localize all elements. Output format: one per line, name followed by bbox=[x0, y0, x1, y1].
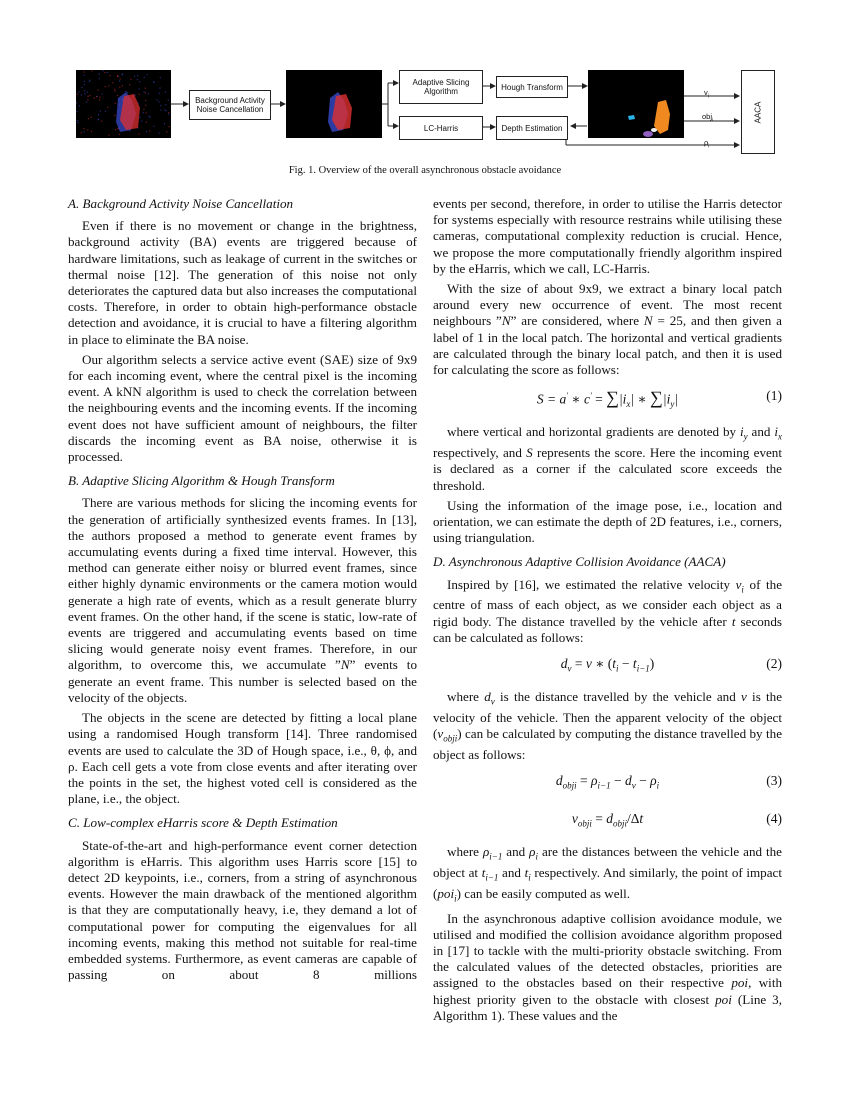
noise-event-dot bbox=[119, 134, 120, 135]
noise-event-dot bbox=[130, 79, 131, 80]
noise-event-dot bbox=[168, 99, 169, 100]
noise-event-dot bbox=[165, 110, 166, 111]
noise-event-dot bbox=[77, 94, 78, 95]
depth-estimation-block: Depth Estimation bbox=[496, 116, 568, 140]
noise-event-dot bbox=[137, 75, 138, 76]
noise-event-dot bbox=[164, 123, 165, 124]
noise-event-dot bbox=[156, 99, 157, 100]
section-d-heading: D. Asynchronous Adaptive Collision Avoidance (AACA) bbox=[433, 554, 726, 570]
noise-event-dot bbox=[114, 89, 115, 90]
noise-event-dot bbox=[139, 117, 140, 118]
noise-event-dot bbox=[129, 84, 130, 85]
noise-event-dot bbox=[125, 91, 126, 92]
noise-event-dot bbox=[76, 102, 77, 103]
noise-event-dot bbox=[149, 130, 150, 131]
noise-event-dot bbox=[164, 109, 165, 110]
noise-event-dot bbox=[87, 92, 88, 93]
noise-event-dot bbox=[83, 131, 84, 132]
noise-event-dot bbox=[94, 98, 95, 99]
figure-caption: Fig. 1. Overview of the overall asynchronous obstacle avoidance bbox=[288, 165, 562, 176]
noise-event-dot bbox=[139, 94, 140, 95]
noise-event-dot bbox=[87, 99, 88, 100]
noise-event-dot bbox=[159, 93, 160, 94]
section-c-paragraph-1: State-of-the-art and high-performance event corner detection algorithm is eHarris. This algorithm uses Harris score [15] to detect 2D keypoints, i.e., corners, from a string of asynchronous events. However the main drawback of the mentioned algorithm is that they are computationally heavy, i.e, they demand a lot of computational power for computing the eigenvalues for all incoming events, making this method not suitable for real-time embedded systems. Furthermore, as event cameras are capable of passing on about 8 millions bbox=[68, 837, 417, 983]
equation-4-number: (4) bbox=[766, 811, 782, 827]
noise-event-dot bbox=[97, 96, 98, 97]
noise-event-dot bbox=[146, 122, 147, 123]
noise-cancellation-block: Background Activity Noise Cancellation bbox=[189, 90, 271, 120]
equation-3: $d_{obji} = \rho_{i-1} - d_v - \rho_i$ (3) bbox=[555, 772, 782, 791]
noise-event-dot bbox=[143, 91, 144, 92]
noise-event-dot bbox=[165, 91, 166, 92]
section-a-paragraph-1: Even if there is no movement or change in the brightness, background activity (BA) events are triggered because of hardware limitations, such as leakage of current in the switches or thermal noise [12]. The generation of this noise not only deteriorates the captured data but also increases the computational costs. Therefore, in order to obtain high-performance obstacle detection and avoidance, it is crucial to have a filtering algorithm in place to eliminate the BA noise. bbox=[68, 218, 417, 347]
noise-event-dot bbox=[101, 121, 102, 122]
noise-event-dot bbox=[86, 102, 87, 103]
noise-event-dot bbox=[165, 104, 166, 105]
section-d-paragraph-3: where $\rho_{i-1}$ and $\rho_i$ are the distances between the vehicle and the object at $t_{i-1}$ and $t_i$ respectively. And similarly, the point of impact (poi$_i$) can be easily computed as well. bbox=[433, 844, 782, 904]
velocity-signal-label: $v_i$ bbox=[704, 88, 709, 100]
noise-event-dot bbox=[99, 97, 100, 98]
noise-event-dot bbox=[160, 105, 161, 106]
noise-event-dot bbox=[107, 107, 108, 108]
rho-signal-label: $\rho_i$ bbox=[704, 138, 710, 150]
noise-event-dot bbox=[84, 81, 85, 82]
noise-event-dot bbox=[105, 86, 106, 87]
noise-event-dot bbox=[119, 80, 120, 81]
section-a-heading: A. Background Activity Noise Cancellation bbox=[68, 196, 294, 211]
noise-event-dot bbox=[143, 112, 144, 113]
noise-event-dot bbox=[115, 129, 116, 130]
noise-event-dot bbox=[112, 82, 113, 83]
noise-event-dot bbox=[108, 85, 109, 86]
noise-event-dot bbox=[148, 93, 149, 94]
noise-event-dot bbox=[159, 88, 160, 89]
object-signal-label: obj$_i$ bbox=[702, 112, 714, 124]
section-a-paragraph-2: Our algorithm selects a service active event (SAE) size of 9x9 for each incoming event, where the central pixel is the incoming event. A kNN algorithm is used to check the correlation between the neighbouring events and the incoming events. If the incoming event does not have sufficient amount of neighbours, the filter discards the incoming event as BA noise, otherwise it is processed. bbox=[68, 351, 417, 465]
noise-event-dot bbox=[104, 72, 105, 73]
noise-event-dot bbox=[160, 110, 161, 111]
section-d-paragraph-2: where $d_v$ is the distance travelled by the vehicle and v is the velocity of the vehicle. Then the apparent velocity of the object $(v_{obji})$ can be calculated by computing the distance travelled by the object as follows: bbox=[433, 688, 783, 762]
noise-event-dot bbox=[81, 87, 82, 88]
section-b-paragraph-2: The objects in the scene are detected by fitting a local plane using a randomised Hough transform [14]. Three randomised events are used to calculate the 3D of Hough space, i.e., θ, ϕ, and ρ. Each cell gets a vote from close events and after iterating over the points in the set, the highest voted cell is considered as the plane, i.e., the object. bbox=[68, 710, 417, 807]
noise-event-dot bbox=[98, 114, 99, 115]
section-b-paragraph-1: There are various methods for slicing the incoming events for the generation of artificially synthesized events frames. In [13], the authors proposed a method to generate event frames by accumulating events during a fixed time interval. However, this method can generate either noisy or blurred event frames, since either highly dynamic environments or the camera motion would generate a high rate of events, which as a result generate blurry event frames. On the other hand, if the scene is static, low-rate of events are triggered and accumulating events based on time slicing would generate noisy event frames. Therefore, in our algorithm, to overcome this, we accumulate ”N” events to generate an event frame. This number is selected based on the velocity of the objects. bbox=[68, 495, 417, 705]
overview-figure bbox=[76, 66, 776, 156]
noise-event-dot bbox=[105, 111, 106, 112]
noise-event-dot bbox=[84, 84, 85, 85]
noise-event-dot bbox=[91, 131, 92, 132]
noise-event-dot bbox=[92, 70, 93, 71]
noise-event-dot bbox=[88, 96, 89, 97]
noise-event-dot bbox=[139, 81, 140, 82]
noise-event-dot bbox=[159, 133, 160, 134]
noise-event-dot bbox=[114, 115, 115, 116]
noise-event-dot bbox=[146, 112, 147, 113]
noise-event-dot bbox=[169, 126, 170, 127]
noise-event-dot bbox=[84, 90, 85, 91]
noise-event-dot bbox=[107, 72, 108, 73]
equation-3-number: (3) bbox=[766, 772, 782, 788]
event-frame-raw bbox=[76, 70, 171, 138]
right-column bbox=[433, 196, 782, 1028]
noise-event-dot bbox=[114, 91, 115, 92]
noise-event-dot bbox=[146, 131, 147, 132]
noise-event-dot bbox=[158, 101, 159, 102]
adaptive-slicing-block: Adaptive Slicing Algorithm bbox=[399, 70, 483, 104]
noise-event-dot bbox=[145, 92, 146, 93]
noise-event-dot bbox=[102, 70, 103, 71]
noise-event-dot bbox=[97, 90, 98, 91]
noise-event-dot bbox=[84, 71, 85, 72]
equation-1: S = a′ ∗ $c' = \sum|i_x|$ ∗ $\sum|i_y|$ (1) bbox=[536, 387, 782, 410]
noise-event-dot bbox=[89, 80, 90, 81]
noise-event-dot bbox=[88, 118, 89, 119]
noise-event-dot bbox=[83, 128, 84, 129]
noise-event-dot bbox=[153, 126, 154, 127]
noise-event-dot bbox=[77, 120, 78, 121]
noise-event-dot bbox=[153, 82, 154, 83]
equation-4: $v_{obji} = d_{obji}/\Delta t$ (4) bbox=[571, 811, 782, 830]
noise-event-dot bbox=[115, 103, 116, 104]
aaca-block: AACA bbox=[741, 70, 775, 154]
section-c-paragraph-4: Using the information of the image pose, i.e., location and orientation, we can estimate the depth of 2D features, i.e., corners, using triangulation. bbox=[433, 497, 782, 546]
noise-event-dot bbox=[99, 78, 100, 79]
noise-event-dot bbox=[138, 133, 139, 134]
section-b-heading: B. Adaptive Slicing Algorithm & Hough Transform bbox=[68, 473, 335, 489]
section-d-paragraph-4: In the asynchronous adaptive collision avoidance module, we utilised and modified the collision avoidance algorithm proposed in [17] to tackle with the multi-priority obstacle switching. From the calculated values of the detected obstacles, priorities are assigned to the obstacles based on their respective poi, with highest priority given to the obstacle with closest poi (Line 3, Algorithm 1). These values and the bbox=[433, 910, 782, 1023]
noise-event-dot bbox=[137, 79, 138, 80]
noise-event-dot bbox=[168, 112, 169, 113]
noise-event-dot bbox=[166, 131, 167, 132]
noise-event-dot bbox=[141, 121, 142, 122]
noise-event-dot bbox=[121, 74, 122, 75]
noise-event-dot bbox=[78, 122, 79, 123]
noise-event-dot bbox=[145, 105, 146, 106]
section-c-paragraph-2: With the size of about 9x9, we extract a binary local patch around every new occurrence of event. The most recent neighbours ”N” are considered, where N = 25, and then given a label of 1 in the local patch. The horizontal and vertical gradients are calculated through the binary local patch, and then it is used for calculating the score as follows: bbox=[433, 281, 782, 378]
noise-event-dot bbox=[81, 94, 82, 95]
noise-event-dot bbox=[78, 91, 79, 92]
section-d-paragraph-1: Inspired by [16], we estimated the relative velocity $v_i$ of the centre of mass of each object, as we consider each object as a rigid body. The distance travelled by the vehicle after t seconds can be calculated as follows: bbox=[433, 576, 783, 645]
equation-1-number: (1) bbox=[766, 388, 782, 404]
noise-event-dot bbox=[146, 74, 147, 75]
noise-event-dot bbox=[76, 111, 77, 112]
noise-event-dot bbox=[117, 95, 118, 96]
noise-event-dot bbox=[127, 92, 128, 93]
lc-harris-block: LC-Harris bbox=[399, 116, 483, 140]
noise-event-dot bbox=[168, 114, 169, 115]
noise-event-dot bbox=[84, 93, 85, 94]
noise-event-dot bbox=[145, 88, 146, 89]
noise-event-dot bbox=[149, 116, 150, 117]
noise-event-dot bbox=[129, 130, 130, 131]
section-c-paragraph-1-continued: events per second, therefore, in order to utilise the Harris detector for systems especially with resource restrains while utilising these cameras, computational complexity reduction is crucial. Hence, we propose the more computationally friendly algorithm inspired by the eHarris, which we call, LC-Harris. bbox=[433, 196, 782, 276]
noise-event-dot bbox=[144, 77, 145, 78]
left-column bbox=[68, 196, 417, 983]
noise-event-dot bbox=[134, 76, 135, 77]
noise-event-dot bbox=[102, 93, 103, 94]
noise-event-dot bbox=[117, 75, 118, 76]
noise-event-dot bbox=[89, 95, 90, 96]
event-frame-filtered bbox=[286, 70, 382, 138]
detected-objects-frame bbox=[588, 70, 684, 138]
noise-event-dot bbox=[89, 81, 90, 82]
noise-event-dot bbox=[122, 85, 123, 86]
noise-event-dot bbox=[108, 135, 109, 136]
equation-2: $d_v = v$ ∗ $(t_i - t_{i-1})$ (2) bbox=[560, 656, 782, 674]
noise-event-dot bbox=[87, 129, 88, 130]
noise-event-dot bbox=[79, 105, 80, 106]
noise-event-dot bbox=[90, 117, 91, 118]
noise-event-dot bbox=[81, 132, 82, 133]
noise-event-dot bbox=[160, 77, 161, 78]
equation-2-number: (2) bbox=[766, 656, 782, 672]
section-c-heading: C. Low-complex eHarris score & Depth Estimation bbox=[68, 815, 338, 831]
noise-event-dot bbox=[135, 95, 136, 96]
noise-event-dot bbox=[117, 128, 118, 129]
noise-event-dot bbox=[145, 100, 146, 101]
section-c-paragraph-3: where vertical and horizontal gradients are denoted by $i_y$ and $i_x$ respectively, and S represents the score. Here the incoming event is declared as a corner if the calculated score exceeds the threshold. bbox=[433, 424, 782, 493]
noise-event-dot bbox=[120, 78, 121, 79]
noise-event-dot bbox=[119, 87, 120, 88]
hough-transform-block: Hough Transform bbox=[496, 76, 568, 98]
noise-event-dot bbox=[109, 75, 110, 76]
noise-event-dot bbox=[100, 111, 101, 112]
noise-event-dot bbox=[139, 89, 140, 90]
noise-event-dot bbox=[84, 75, 85, 76]
noise-event-dot bbox=[143, 109, 144, 110]
noise-event-dot bbox=[98, 119, 99, 120]
noise-event-dot bbox=[99, 99, 100, 100]
noise-event-dot bbox=[99, 73, 100, 74]
